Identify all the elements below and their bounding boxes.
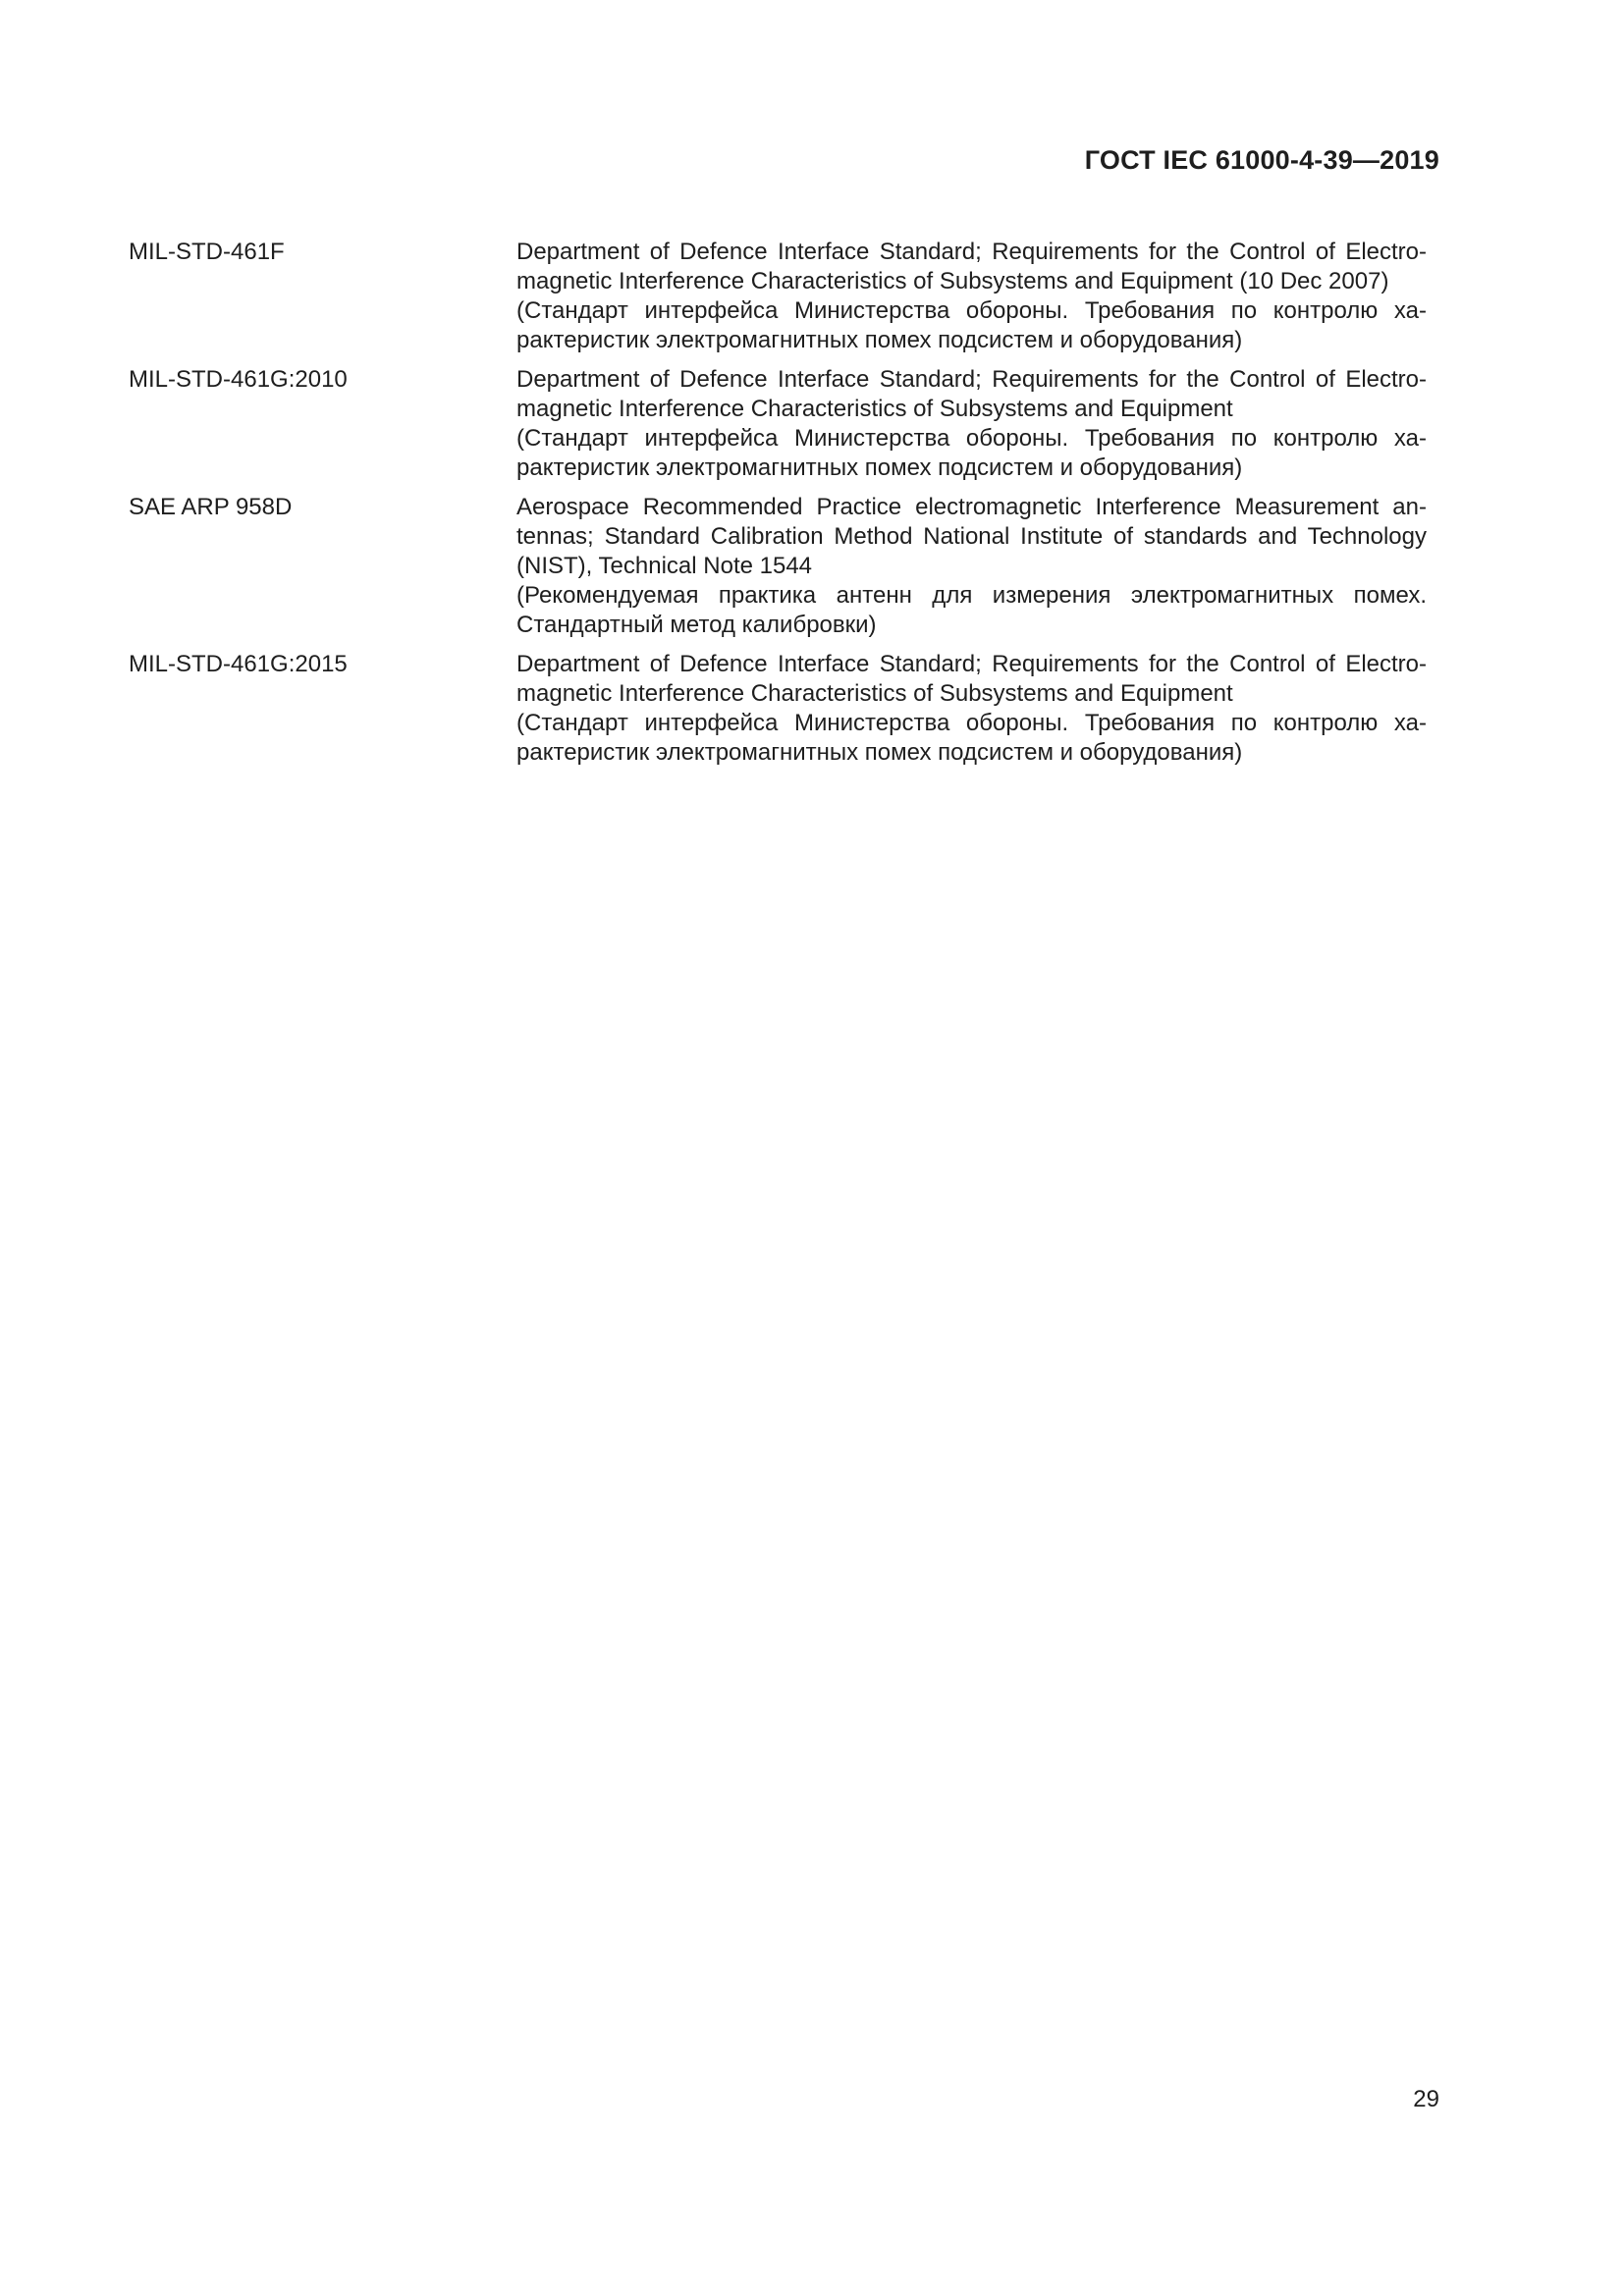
description-line: magnetic Interference Characteristics of Subsystems and Equipment xyxy=(516,396,1233,422)
description-line: Department of Defence Interface Standard; Requirements for the Control of Electro- xyxy=(516,651,1427,677)
description-line: рактеристик электромагнитных помех подсистем и оборудования) xyxy=(516,454,1243,481)
reference-code: MIL-STD-461G:2015 xyxy=(129,651,348,677)
reference-code: MIL-STD-461F xyxy=(129,239,285,265)
reference-entry xyxy=(129,650,1427,768)
page-number: 29 xyxy=(1413,2086,1439,2112)
description-line: рактеристик электромагнитных помех подсистем и оборудования) xyxy=(516,739,1243,766)
description-line: tennas; Standard Calibration Method National Institute of standards and Technology xyxy=(516,523,1427,550)
description-line: Стандартный метод калибровки) xyxy=(516,612,877,638)
description-line: magnetic Interference Characteristics of Subsystems and Equipment xyxy=(516,680,1233,707)
reference-description xyxy=(516,238,1427,355)
reference-list xyxy=(129,238,1427,777)
description-line: (Стандарт интерфейса Министерства обороны. Требования по контролю ха- xyxy=(516,297,1427,324)
description-line: (Стандарт интерфейса Министерства обороны. Требования по контролю ха- xyxy=(516,425,1427,452)
description-line: Department of Defence Interface Standard; Requirements for the Control of Electro- xyxy=(516,366,1427,393)
description-line: Aerospace Recommended Practice electromagnetic Interference Measurement an- xyxy=(516,494,1427,520)
description-line: рактеристик электромагнитных помех подсистем и оборудования) xyxy=(516,327,1243,353)
document-header: ГОСТ IEC 61000-4-39—2019 xyxy=(1084,145,1439,175)
reference-entry xyxy=(129,493,1427,640)
reference-description xyxy=(516,493,1427,640)
reference-code: SAE ARP 958D xyxy=(129,494,293,520)
description-line: magnetic Interference Characteristics of Subsystems and Equipment (10 Dec 2007) xyxy=(516,268,1389,294)
description-line: (Стандарт интерфейса Министерства обороны. Требования по контролю ха- xyxy=(516,710,1427,736)
reference-code: MIL-STD-461G:2010 xyxy=(129,366,348,393)
reference-entry xyxy=(129,365,1427,483)
description-line: (NIST), Technical Note 1544 xyxy=(516,553,813,579)
description-line: Department of Defence Interface Standard; Requirements for the Control of Electro- xyxy=(516,239,1427,265)
reference-entry xyxy=(129,238,1427,355)
description-line: (Рекомендуемая практика антенн для измерения электромагнитных помех. xyxy=(516,582,1427,609)
reference-description xyxy=(516,365,1427,483)
reference-description xyxy=(516,650,1427,768)
